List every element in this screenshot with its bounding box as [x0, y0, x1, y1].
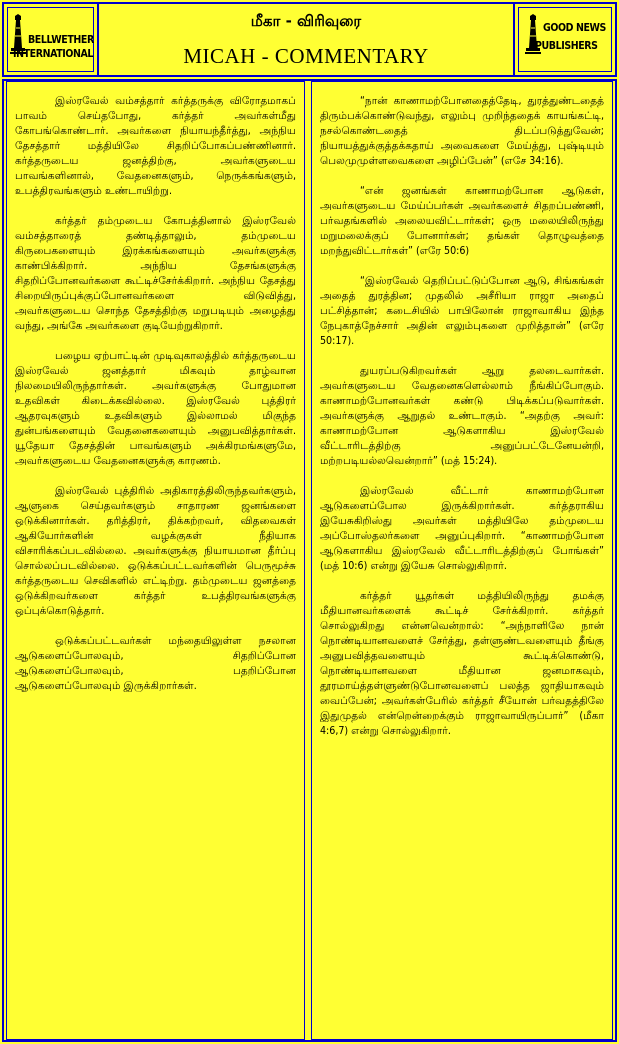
paragraph: “நான் காணாமற்போனதைத்தேடி, துரத்துண்டதைத் திரும்பக்கொண்டுவந்து, எலும்பு முறிந்ததைக் காயங்கட்டி, நசல்கொண்டதைத் திடப்படுத்துவேன்; நியாயத்துக்குத்தக்கதாய் அவைகளை மேய்த்து, புஷ்டியும் பெலமுமுள்ளவைகளை அழிப்பேன்” (எசே 34:16).: [320, 95, 604, 167]
title-tamil: மீகா - விரிவுரை: [250, 12, 362, 30]
header: [2, 2, 617, 77]
paragraph: கர்த்தர் யூதர்கள் மத்தியிலிருந்து தமக்கு மீதியானவர்களைக் கூட்டிச் சேர்க்கிறார். கர்த்தர் சொல்லுகிறது என்னவென்றால்: “அந்நாளிலே நான் நொண்டியானவளைச் சேர்த்து, தள்ளுண்டவளையும் தீங்கு அனுபவித்தவளையும் கூட்டிக்கொண்டு, நொண்டியானவளை மீதியான ஜனமாகவும், தூரமாய்த்தள்ளுண்டுபோனவளைப் பலத்த ஜாதியாகவும் வைப்பேன்; அவர்கள்பேரில் கர்த்தர் சீயோன் பர்வதத்திலே இதுமுதல் என்றென்றைக்கும் ராஜாவாயிருப்பார்” (மீகா 4:6,7) என்று சொல்லுகிறார்.: [320, 590, 604, 737]
paragraph: கர்த்தர் தம்முடைய கோபத்தினால் இஸ்ரவேல் வம்சத்தாரைத் தண்டித்தாலும், தம்முடைய கிருபைகளையும் இரக்கங்களையும் அவர்களுக்கு காண்பிக்கிறார். அந்நிய தேசங்களுக்கு சிதறிப்போனவர்களை கூட்டிச்சேர்க்கிறார். அந்நிய தேசத்து சிறையிருப்புக்குப்போனவர்களை விடுவித்து, அவர்களுடைய சொந்த தேசத்திற்கு மறுபடியும் அழைத்து வந்து, அங்கே அவர்களை குடியேற்றுகிறார்.: [15, 215, 296, 332]
paragraph: துயரப்படுகிறவர்கள் ஆறு தலடைவார்கள். அவர்களுடைய வேதனைகளெல்லாம் நீங்கிப்போகும். காணாமற்போனவர்கள் கண்டு பிடிக்கப்படுவார்கள். அவர்களுக்கு ஆறுதல் உண்டாகும். “அதற்கு அவர்: காணாமற்போன ஆடுகளாகிய இஸ்ரவேல் வீட்டாரிடத்திற்கு அனுப்பட்டேனேயன்றி, மற்றபடியல்லவென்றார்” (மத் 15:24).: [320, 365, 604, 467]
paragraph: இஸ்ரவேல் புத்திரில் அதிகாரத்திலிருந்தவர்களும், ஆளுகை செய்தவர்களும் சாதாரண ஜனங்களை ஒடுக்கினார்கள். தரித்திரர், திக்கற்றவர், விதவைகள் ஆகியோர்களின் வழக்குகள் நீதியாக விசாரிக்கப்படவில்லை. அவர்களுக்கு நியாயமான தீர்ப்பு சொல்லப்படவில்லை. ஒடுக்கப்பட்டவர்களின் பெருமூச்சு கர்த்தருடைய செவிகளில் எட்டிற்று. தம்முடைய ஜனத்தை ஒடுக்கிறவர்களை கர்த்தர் உபத்திரவங்களுக்கு ஒப்புக்கொடுத்தார்.: [15, 485, 296, 617]
title-english: MICAH - COMMENTARY: [183, 44, 429, 68]
paragraph: இஸ்ரவேல் வம்சத்தார் கர்த்தருக்கு விரோதமாகப் பாவம் செய்தபோது, கர்த்தர் அவர்கள்மீது கோபங்கொண்டார். அவர்களை நியாயந்தீர்த்து, அந்நிய தேசத்தார் மத்தியிலே சிதறிப்போகப்பண்ணினார். கர்த்தருடைய ஜனத்திற்கு, அவர்களுடைய பாவங்களினால், வேதனைகளும், நெருக்கங்களும், உபத்திரவங்களும் உண்டாயிற்று.: [15, 95, 296, 197]
title-block: [99, 4, 515, 75]
paragraph: “என் ஜனங்கள் காணாமற்போன ஆடுகள், அவர்களுடைய மேய்ப்பர்கள் அவர்களைச் சிதறப்பண்ணி, பர்வதங்களில் அலையவிட்டார்கள்; ஒரு மலையிலிருந்து மறுமலைக்குப் போனார்கள்; தங்கள் தொழுவத்தை மறந்துவிட்டார்கள்” (எரே 50:6): [320, 185, 604, 257]
left-column: [6, 81, 305, 1040]
paragraph: ஒடுக்கப்பட்டவர்கள் மந்தையிலுள்ள நசலான ஆடுகளைப்போலவும், சிதறிப்போன ஆடுகளைப்போலவும், பதறிப்போன ஆடுகளைப்போலவும் இருக்கிறார்கள்.: [15, 635, 296, 692]
logo-right-line1: GOOD NEWS: [543, 22, 606, 34]
paragraph: “இஸ்ரவேல் தெறிப்பட்டுப்போன ஆடு, சிங்கங்கள் அதைத் துரத்தின; முதலில் அசீரியா ராஜா அதைப் பட்சித்தான்; கடைசியில் பாபிலோன் ராஜாவாகிய இந்த நேபுகாத்நேச்சார் அதின் எலும்புகளை முறித்தான்” (எரே 50:17).: [320, 275, 604, 347]
paragraph: இஸ்ரவேல் வீட்டார் காணாமற்போன ஆடுகளைப்போல இருக்கிறார்கள். கர்த்தராகிய இயேசுகிறிஸ்து அவர்கள் மத்தியிலே தம்முடைய அப்போஸ்தலர்களை அனுப்புகிறார். “காணாமற்போன ஆடுகளாகிய இஸ்ரவேல் வீட்டாரிடத்திற்குப் போங்கள்” (மத் 10:6) என்று இயேசு சொல்லுகிறார்.: [320, 485, 604, 572]
commentary-body: [2, 79, 617, 1042]
publisher-logo-left: [4, 4, 99, 75]
right-column: [311, 81, 613, 1040]
paragraph: பழைய ஏற்பாட்டின் முடிவுகாலத்தில் கர்த்தருடைய இஸ்ரவேல் ஜனத்தார் மிகவும் தாழ்வான நிலமையிலிருந்தார்கள். அவர்களுக்கு போதுமான உதவிகள் கிடைக்கவில்லை. இஸ்ரவேல் புத்திரர் ஆதரவுகளும் உதவிகளும் இல்லாமல் மிகுந்த துன்பங்களையும் வேதனைகளையும் அனுபவித்தார்கள். யூதேயா தேசத்தின் பாவங்களும் அக்கிரமங்களுமே, அவர்களுடைய வேதனைகளுக்கு காரணம்.: [15, 350, 296, 467]
publisher-logo-right: [515, 4, 615, 75]
logo-left-line1: BELLWETHER: [28, 34, 94, 46]
logo-right-line2: PUBLISHERS: [535, 40, 598, 52]
logo-left-line2: INTERNATIONAL: [13, 48, 94, 60]
